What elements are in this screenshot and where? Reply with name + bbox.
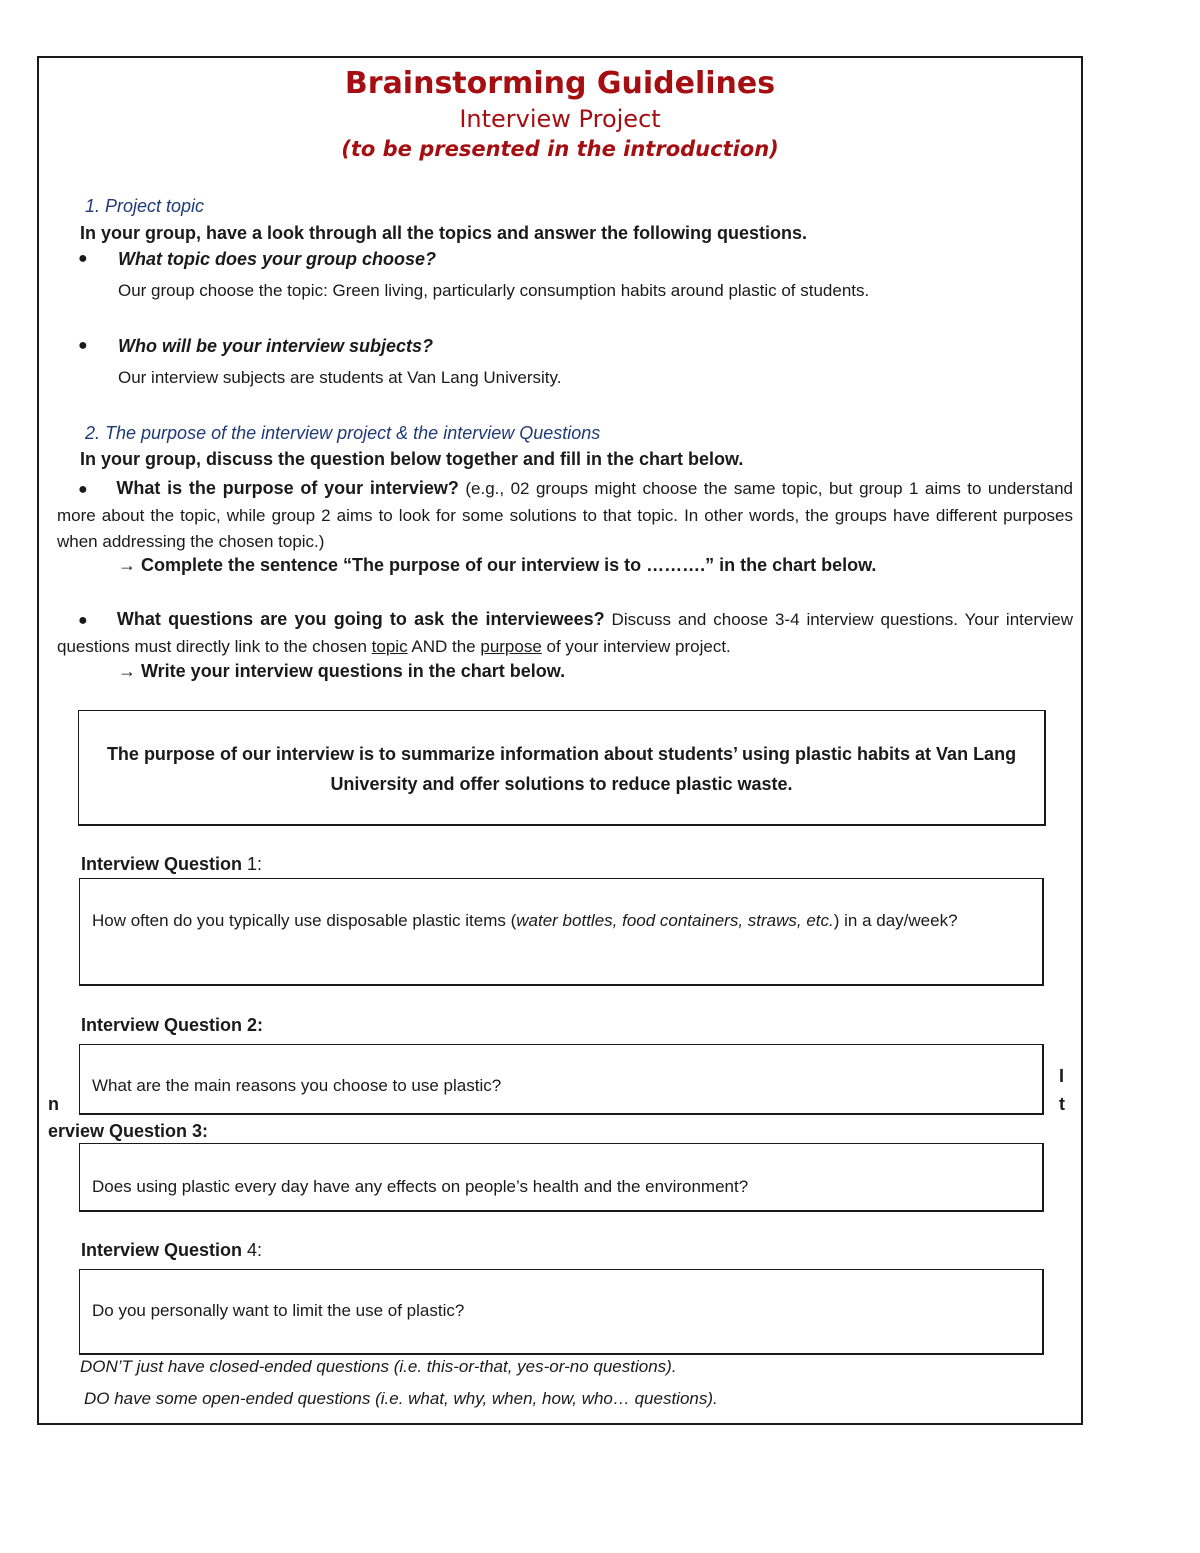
section2-heading: 2. The purpose of the interview project & the interview Questions	[85, 423, 601, 443]
question2-box[interactable]	[79, 1044, 1044, 1115]
question2-label-text: Interview Question 2:	[81, 1015, 264, 1035]
purpose-statement: The purpose of our interview is to summarize information about students’ using plastic habits at Van Lang University and offer solutions to reduce plastic waste.	[106, 744, 1017, 794]
topic-underlined: topic	[371, 637, 408, 656]
document-note: (to be presented in the introduction)	[341, 137, 779, 161]
question4-label-num: 4:	[247, 1240, 263, 1260]
question1-text-a: How often do you typically use disposable plastic items (	[92, 911, 517, 930]
section1-question2: Who will be your interview subjects?	[118, 336, 434, 356]
purpose-underlined: purpose	[480, 637, 542, 656]
question1-text-b: ) in a day/week?	[833, 911, 958, 930]
purpose-question: What is the purpose of your interview?	[116, 478, 459, 498]
section1-question1: What topic does your group choose?	[118, 249, 437, 269]
question4-label	[81, 1240, 262, 1261]
footer-note-closed: DON’T just have closed-ended questions (i.e. this-or-that, yes-or-no questions).	[80, 1357, 677, 1376]
questions-text-b: AND the	[407, 637, 481, 656]
question3-text: Does using plastic every day have any effects on people’s health and the environment?	[92, 1177, 749, 1196]
stray-letter-t: t	[1059, 1094, 1065, 1114]
arrow-instruction-1: → Complete the sentence “The purpose of our interview is to ……….” in the chart below.	[118, 555, 877, 575]
question1-label-num: 1:	[247, 854, 263, 874]
stray-letter-n: n	[48, 1094, 59, 1114]
section1-heading: 1. Project topic	[85, 196, 205, 216]
arrow-instruction-2: → Write your interview questions in the chart below.	[118, 661, 566, 681]
footer-note-open: DO have some open-ended questions (i.e. what, why, when, how, who… questions).	[84, 1389, 718, 1408]
question1-label-text: Interview Question	[81, 854, 248, 874]
question2-text: What are the main reasons you choose to use plastic?	[92, 1076, 502, 1095]
question3-label	[48, 1121, 208, 1142]
purpose-box[interactable]	[78, 710, 1046, 826]
document-subtitle: Interview Project	[459, 105, 661, 133]
document-title: Brainstorming Guidelines	[344, 66, 776, 101]
purpose-paragraph	[57, 475, 1073, 555]
question4-text: Do you personally want to limit the use of plastic?	[92, 1301, 465, 1320]
questions-text-a: Discuss and choose 3-4 interview questions. Your interview questions must directly link to the chosen	[57, 610, 1073, 656]
questions-question: What questions are you going to ask the interviewees?	[116, 609, 605, 629]
questions-text-c: of your interview project.	[541, 637, 731, 656]
section1-answer2: Our interview subjects are students at Van Lang University.	[118, 368, 562, 387]
questions-paragraph	[57, 606, 1073, 660]
question1-text	[92, 908, 1022, 934]
question4-box[interactable]	[79, 1269, 1044, 1355]
bullet-icon: ●	[78, 337, 88, 354]
question1-label	[81, 854, 262, 875]
question1-box[interactable]	[79, 878, 1044, 986]
question3-label-text: erview Question 3:	[48, 1121, 209, 1141]
section1-answer1: Our group choose the topic: Green living, particularly consumption habits around plastic of students.	[118, 281, 870, 300]
question4-label-text: Interview Question	[81, 1240, 248, 1260]
bullet-icon: ●	[78, 612, 90, 629]
section1-instruction: In your group, have a look through all the topics and answer the following questions.	[80, 223, 808, 243]
section2-instruction: In your group, discuss the question below together and fill in the chart below.	[80, 449, 744, 469]
question3-box[interactable]	[79, 1143, 1044, 1212]
bullet-icon: ●	[78, 250, 88, 267]
bullet-icon: ●	[78, 481, 90, 498]
question2-label	[81, 1015, 263, 1036]
stray-letter-i: I	[1059, 1066, 1065, 1086]
question1-examples: water bottles, food containers, straws, etc.	[516, 911, 834, 930]
purpose-explanation: (e.g., 02 groups might choose the same topic, but group 1 aims to understand more about the topic, while group 2 aims to look for some solutions to that topic. In other words, the groups have different purposes when addressing the chosen topic.)	[57, 479, 1073, 551]
